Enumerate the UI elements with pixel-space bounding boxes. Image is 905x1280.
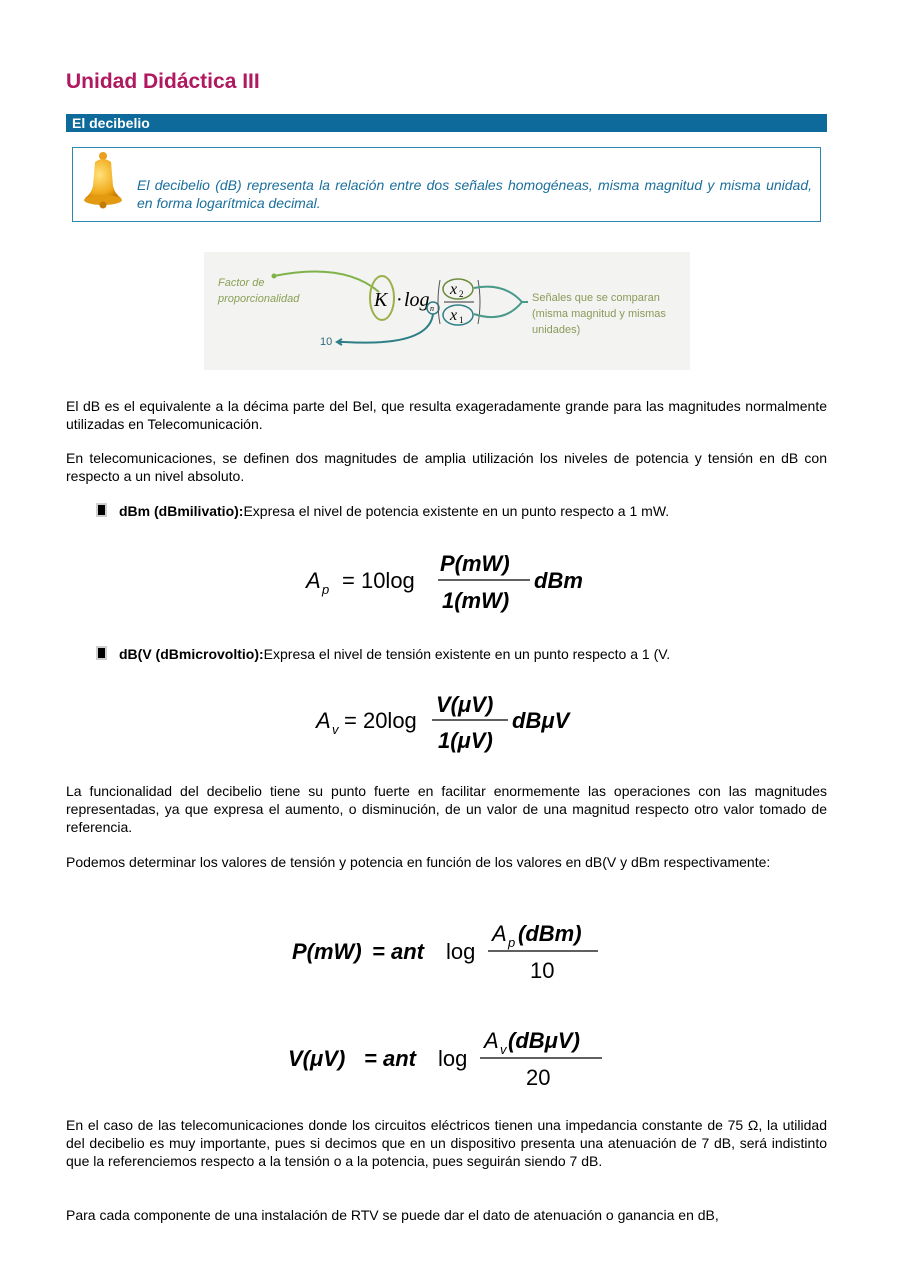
- formula-part: 1(μV): [438, 728, 493, 753]
- formula-part: log: [446, 939, 476, 964]
- formula-dbm: [300, 545, 600, 617]
- formula-part: (dBμV): [508, 1028, 580, 1053]
- formula-part: A: [492, 921, 507, 946]
- formula-part: V(μV): [288, 1046, 346, 1071]
- formula-part: V(μV): [436, 692, 494, 717]
- bullet-desc: Expresa el nivel de potencia existente en un punto respecto a 1 mW.: [243, 503, 670, 519]
- factor-label-2: proporcionalidad: [218, 293, 300, 305]
- bullet-marker: [96, 646, 107, 660]
- dot-symbol: ·: [396, 289, 403, 311]
- x2-symbol: x: [450, 281, 458, 298]
- formula-part: A: [484, 1028, 499, 1053]
- k-symbol: K: [374, 289, 388, 311]
- formula-part: A: [306, 568, 321, 593]
- section-header: El decibelio: [66, 114, 827, 132]
- formula-part: = 10log: [342, 568, 415, 593]
- bell-icon: [81, 150, 125, 210]
- formula-part: 1(mW): [442, 588, 510, 613]
- bullet-marker: [96, 503, 107, 517]
- paragraph-bel: El dB es el equivalente a la décima parte del Bel, que resulta exageradamente grande para las magnitudes normalmente utilizadas en Telecomunicación.: [66, 398, 827, 432]
- paragraph-telecom: En telecomunicaciones, se definen dos magnitudes de amplia utilización los niveles de potencia y tensión en dB con respecto a un nivel absoluto.: [66, 450, 827, 484]
- formula-part: = 20log: [344, 708, 417, 733]
- formula-part: 10: [530, 958, 555, 983]
- paragraph-rtv: Para cada componente de una instalación de RTV se puede dar el dato de atenuación o ganancia en dB,: [66, 1207, 719, 1223]
- formula-voltage: [282, 1022, 612, 1094]
- formula-part: = ant: [364, 1046, 416, 1071]
- x2-sub: 2: [459, 289, 464, 299]
- formula-power: [286, 915, 606, 987]
- x1-sub: 1: [459, 315, 464, 325]
- paragraph-determine: Podemos determinar los valores de tensión y potencia en función de los valores en dB(V y dBm respectivamente:: [66, 854, 771, 870]
- paragraph-impedance: En el caso de las telecomunicaciones donde los circuitos eléctricos tienen una impedancia constante de 75 Ω, la utilidad del decibelio es muy importante, pues si decimos que en un dispositivo presenta una atenuación de 7 dB, será indistinto que la referenciemos respecto a la tensión o a la potencia, pues seguirán siendo 7 dB.: [66, 1117, 827, 1169]
- paragraph-functionality: La funcionalidad del decibelio tiene su punto fuerte en facilitar enormemente las operaciones con las magnitudes representadas, ya que expresa el aumento, o disminución, de un valor de una magnitud respecto otro valor tomado de referencia.: [66, 783, 827, 835]
- log-base: n: [430, 304, 434, 313]
- formula-part: v: [332, 722, 339, 737]
- decibel-diagram: [204, 252, 690, 370]
- bullet-dbuv: [96, 645, 670, 663]
- formula-part: dBm: [534, 568, 583, 593]
- formula-part: v: [500, 1042, 507, 1057]
- formula-part: = ant: [372, 939, 424, 964]
- signals-label-1: Señales que se comparan: [532, 292, 660, 304]
- page-title: Unidad Didáctica III: [66, 70, 260, 93]
- bullet-dbm: [96, 502, 669, 520]
- formula-dbuv: [310, 688, 590, 758]
- formula-part: (dBm): [518, 921, 582, 946]
- signals-label-2: (misma magnitud y mismas: [532, 308, 666, 320]
- definition-text: El decibelio (dB) representa la relación entre dos señales homogéneas, misma magnitud y misma unidad, en forma logarítmica decimal.: [137, 177, 812, 211]
- bullet-term: dB(V (dBmicrovoltio):: [119, 646, 264, 662]
- factor-label-1: Factor de: [218, 277, 265, 289]
- formula-part: p: [322, 582, 330, 597]
- formula-part: P(mW): [292, 939, 362, 964]
- log-symbol: log: [404, 289, 430, 311]
- base-label: 10: [320, 336, 333, 348]
- formula-part: log: [438, 1046, 468, 1071]
- x1-symbol: x: [450, 307, 458, 324]
- formula-part: A: [316, 708, 331, 733]
- formula-part: P(mW): [440, 551, 510, 576]
- formula-part: p: [508, 935, 516, 950]
- signals-label-3: unidades): [532, 324, 581, 336]
- bullet-term: dBm (dBmilivatio):: [119, 503, 244, 519]
- formula-part: dBμV: [512, 708, 570, 733]
- formula-part: 20: [526, 1065, 551, 1090]
- bullet-desc: Expresa el nivel de tensión existente en un punto respecto a 1 (V.: [263, 646, 671, 662]
- definition-note: [72, 147, 821, 222]
